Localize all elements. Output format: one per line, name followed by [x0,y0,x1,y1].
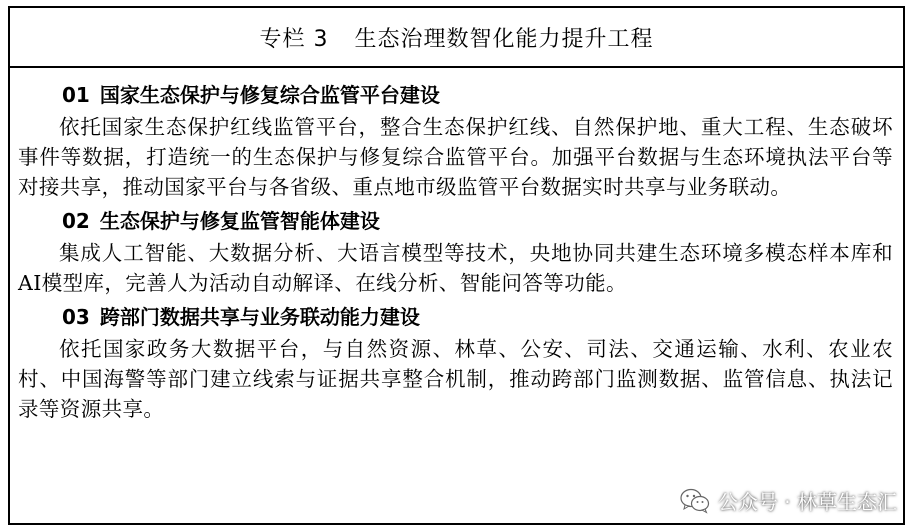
section-number: 02 [62,209,90,233]
section-number: 01 [62,83,90,107]
box-label: 专栏 3 [259,26,329,52]
box-title-bar [10,8,903,68]
section [18,80,893,202]
section [18,206,893,298]
watermark-text: 公众号 · 林草生态汇 [717,490,897,514]
section-body: 集成人工智能、大数据分析、大语言模型等技术，央地协同共建生态环境多模态样本库和AI模型库，完善人为活动自动解译、在线分析、智能问答等功能。 [18,241,893,295]
section-heading [18,302,893,332]
section-heading [18,206,893,236]
box-title: 生态治理数智化能力提升工程 [354,26,654,52]
section-number: 03 [62,305,90,329]
section-title: 生态保护与修复监管智能体建设 [99,209,380,233]
section-body: 依托国家生态保护红线监管平台，整合生态保护红线、自然保护地、重大工程、生态破坏事件等数据，打造统一的生态保护与修复综合监管平台。加强平台数据与生态环境执法平台等对接共享，推动国家平台与各省级、重点地市级监管平台数据实时共享与业务联动。 [18,115,893,199]
section-title: 国家生态保护与修复综合监管平台建设 [99,83,440,107]
watermark [680,486,897,515]
feature-box [8,6,905,525]
section-body: 依托国家政务大数据平台，与自然资源、林草、公安、司法、交通运输、水利、农业农村、中国海警等部门建立线索与证据共享整合机制，推动跨部门监测数据、监管信息、执法记录等资源共享。 [18,337,893,421]
section-title: 跨部门数据共享与业务联动能力建设 [99,305,420,329]
wechat-icon [680,488,710,514]
section [18,302,893,424]
section-heading [18,80,893,110]
box-content [10,68,903,424]
